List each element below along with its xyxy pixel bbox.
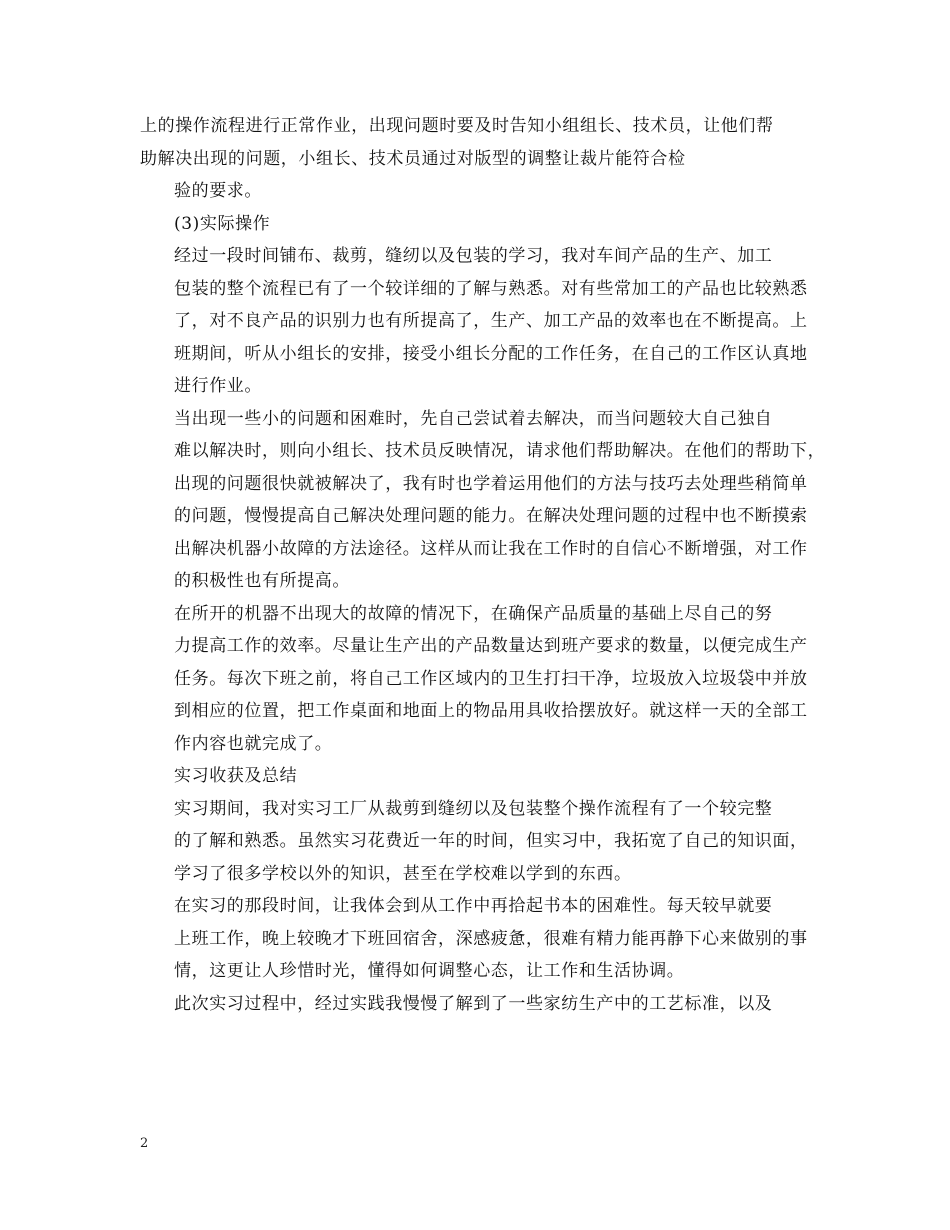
text-line: 验的要求。 xyxy=(174,181,262,201)
text-line: 助解决出现的问题，小组长、技术员通过对版型的调整让裁片能符合检 xyxy=(140,148,686,169)
text-line: 经过一段时间铺布、裁剪，缝纫以及包装的学习，我对车间产品的生产、加工 xyxy=(174,246,773,266)
text-line: 实习期间，我对实习工厂从裁剪到缝纫以及包装整个操作流程有了一个较完整 xyxy=(174,798,773,819)
text-line: 的积极性也有所提高。 xyxy=(174,571,350,591)
text-line: 当出现一些小的问题和困难时，先自己尝试着去解决，而当问题较大自己独自 xyxy=(174,408,773,429)
text-line: 出解决机器小故障的方法途径。这样从而让我在工作时的自信心不断增强，对工作 xyxy=(174,538,808,559)
paragraph xyxy=(140,403,840,598)
text-line: 情，这更让人珍惜时光，懂得如何调整心态，让工作和生活协调。 xyxy=(174,961,685,981)
text-line: 此次实习过程中，经过实践我慢慢了解到了一些家纺生产中的工艺标准，以及 xyxy=(174,993,773,1014)
text-line: 任务。每次下班之前，将自己工作区域内的卫生打扫干净，垃圾放入垃圾袋中并放 xyxy=(174,668,808,689)
text-line: 的问题，慢慢提高自己解决处理问题的能力。在解决处理问题的过程中也不断摸索 xyxy=(174,506,808,526)
text-line: 包装的整个流程已有了一个较详细的了解与熟悉。对有些常加工的产品也比较熟悉 xyxy=(174,278,808,299)
text-line: 班期间，听从小组长的安排，接受小组长分配的工作任务，在自己的工作区认真地 xyxy=(174,343,808,364)
text-line: 出现的问题很快就被解决了，我有时也学着运用他们的方法与技巧去处理些稍简单 xyxy=(174,473,808,494)
text-line: 在所开的机器不出现大的故障的情况下，在确保产品质量的基础上尽自己的努 xyxy=(174,603,773,624)
paragraph xyxy=(140,988,840,1021)
text-line: 实习收获及总结 xyxy=(174,766,298,786)
text-line: 上的操作流程进行正常作业，出现问题时要及时告知小组组长、技术员，让他们帮 xyxy=(140,116,774,136)
text-line: 难以解决时，则向小组长、技术员反映情况，请求他们帮助解决。在他们的帮助下， xyxy=(174,441,826,461)
text-line: (3)实际操作 xyxy=(174,213,271,234)
text-line: 的了解和熟悉。虽然实习花费近一年的时间，但实习中，我拓宽了自己的知识面， xyxy=(174,831,808,851)
paragraph xyxy=(140,175,840,208)
text-line: 上班工作，晚上较晚才下班回宿舍，深感疲惫，很难有精力能再静下心来做别的事 xyxy=(174,928,808,949)
paragraph xyxy=(140,793,840,891)
text-line: 了，对不良产品的识别力也有所提高了，生产、加工产品的效率也在不断提高。上 xyxy=(174,311,808,331)
text-line: 作内容也就完成了。 xyxy=(174,733,333,754)
page-number: 2 xyxy=(140,1136,149,1151)
paragraph xyxy=(140,208,840,241)
paragraph xyxy=(140,598,840,761)
paragraph xyxy=(140,890,840,988)
document-body xyxy=(140,110,840,1020)
text-line: 进行作业。 xyxy=(174,376,262,396)
text-line: 力提高工作的效率。尽量让生产出的产品数量达到班产要求的数量，以便完成生产 xyxy=(174,636,808,656)
text-line: 到相应的位置，把工作桌面和地面上的物品用具收拾摆放好。就这样一天的全部工 xyxy=(174,701,808,721)
text-line: 学习了很多学校以外的知识，甚至在学校难以学到的东西。 xyxy=(174,863,632,884)
paragraph xyxy=(140,760,840,793)
text-line: 在实习的那段时间，让我体会到从工作中再拾起书本的困难性。每天较早就要 xyxy=(174,896,773,916)
paragraph xyxy=(140,240,840,403)
paragraph xyxy=(140,110,840,175)
